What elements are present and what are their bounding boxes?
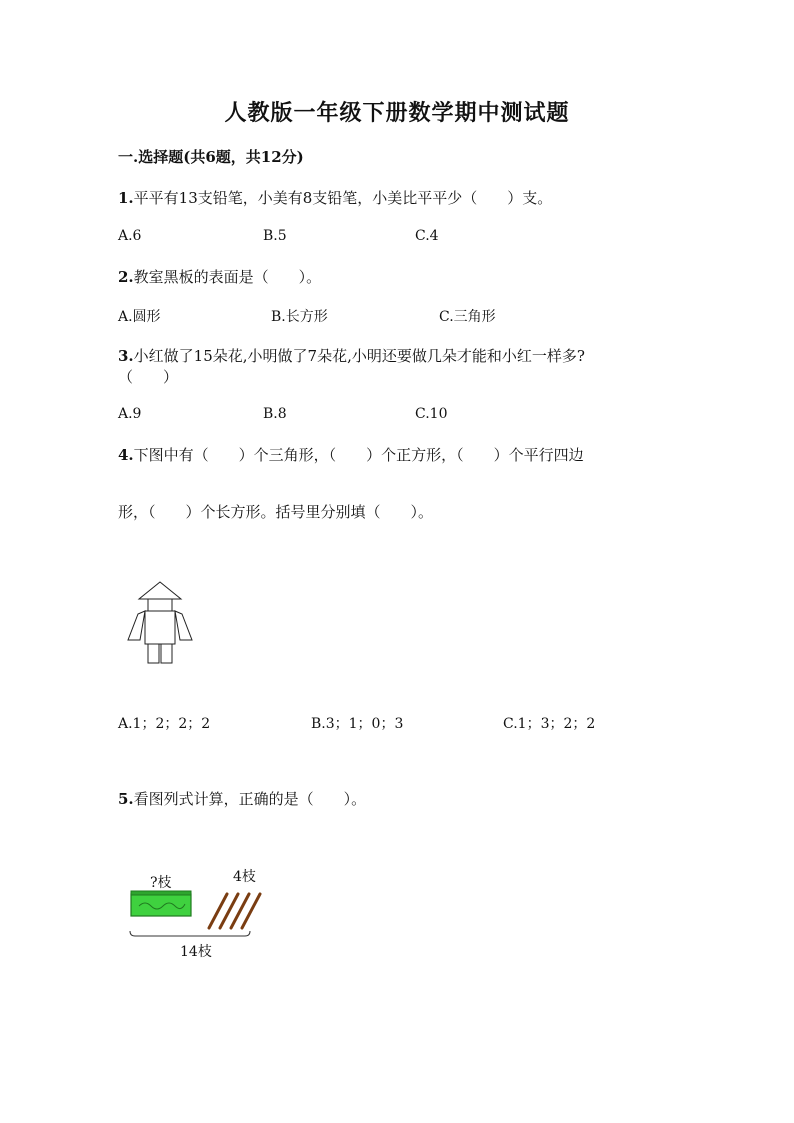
question-4: [118, 444, 584, 465]
robot-shape-figure: [120, 578, 200, 668]
pencil-box: [131, 891, 191, 916]
option-c: C.4: [415, 228, 439, 244]
question-text: 教室黑板的表面是（ ）。: [133, 268, 322, 286]
right-leg-rectangle: [161, 644, 172, 663]
question-text: 小红做了15朵花,小明做了7朵花,小明还要做几朵才能和小红一样多?: [133, 347, 585, 365]
roof-triangle: [139, 582, 181, 599]
option-b: B.5: [263, 228, 287, 244]
left-wing-shape: [128, 611, 145, 640]
question-number: 4.: [118, 446, 134, 464]
question-5: [118, 788, 366, 809]
pencils: [209, 894, 260, 928]
option-b: B.3；1；0；3: [311, 716, 404, 732]
pencil-count-label: 4枝: [233, 869, 256, 885]
option-a: A.9: [118, 406, 142, 422]
total-count-label: 14枝: [180, 944, 212, 960]
question-text: 平平有13支铅笔，小美有8支铅笔，小美比平平少（ ）支。: [133, 189, 553, 207]
question-text: 看图列式计算，正确的是（ ）。: [133, 790, 367, 808]
pencil-figure: [125, 886, 260, 941]
option-b: B.长方形: [271, 309, 328, 325]
neck-rectangle: [148, 599, 172, 611]
option-c: C.1；3；2；2: [503, 716, 596, 732]
option-c: C.10: [415, 406, 448, 422]
question-text: 下图中有（ ）个三角形，（ ）个正方形，（ ）个平行四边: [133, 446, 584, 464]
right-wing-shape: [175, 611, 192, 640]
option-a: A.1；2；2；2: [118, 716, 211, 732]
option-a: A.圆形: [118, 309, 161, 325]
total-bracket: [130, 931, 250, 936]
question-1: [118, 187, 552, 208]
option-a: A.6: [118, 228, 142, 244]
question-2: [118, 266, 321, 287]
question-4-continued: 形，（ ）个长方形。括号里分别填（ ）。: [118, 503, 434, 521]
option-b: B.8: [263, 406, 287, 422]
question-number: 5.: [118, 790, 134, 808]
section-heading: 一.选择题(共6题，共12分): [118, 148, 304, 166]
question-3-continued: （ ）: [118, 368, 179, 386]
option-c: C.三角形: [439, 309, 496, 325]
question-number: 3.: [118, 347, 134, 365]
question-number: 2.: [118, 268, 134, 286]
body-square: [145, 611, 175, 644]
question-3: [118, 345, 585, 366]
page-title: 人教版一年级下册数学期中测试题: [224, 100, 570, 126]
left-leg-rectangle: [148, 644, 159, 663]
question-number: 1.: [118, 189, 134, 207]
unknown-count-label: ?枝: [150, 875, 172, 891]
